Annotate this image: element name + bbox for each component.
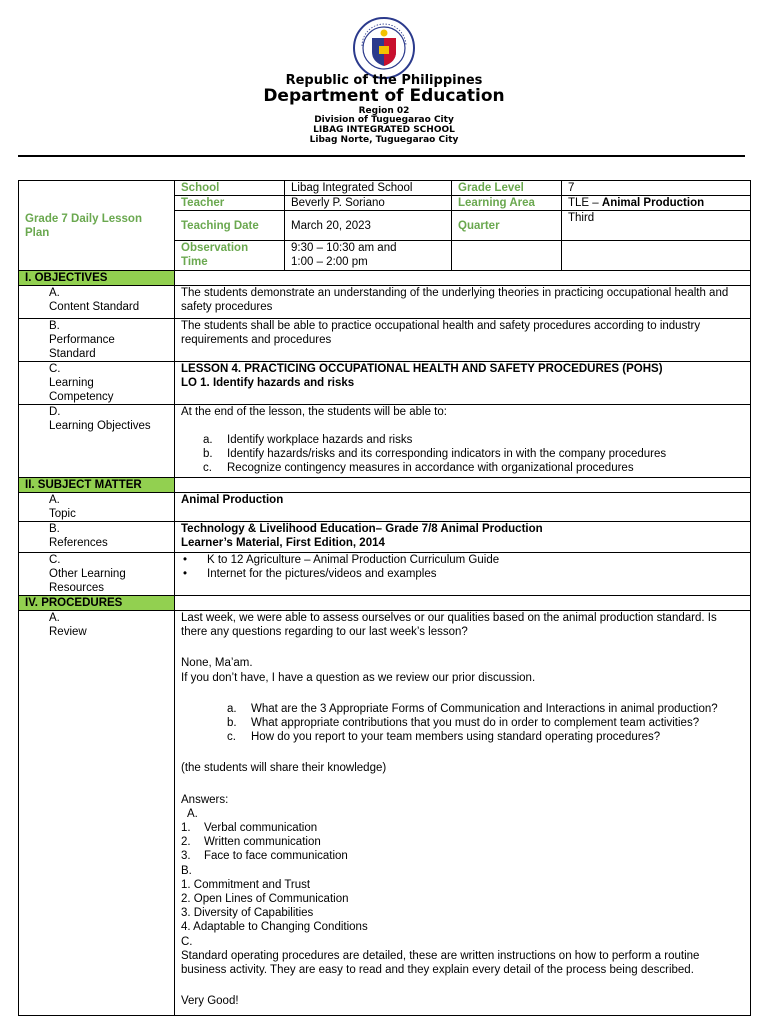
review-question-item-text: What appropriate contributions that you must do in order to complement team activities? — [251, 717, 700, 730]
section-band-blank — [175, 596, 751, 611]
learning-objective-item — [203, 447, 744, 461]
quarter-label: Quarter — [452, 211, 562, 241]
review-question-item-marker: b. — [227, 717, 237, 730]
lesson-plan-table — [18, 180, 751, 1016]
teacher-label: Teacher — [175, 196, 285, 211]
observation-label — [175, 241, 285, 271]
review-label: A.Review — [19, 611, 175, 1016]
learning-objective-item — [203, 461, 744, 475]
learning-objectives-list — [181, 433, 744, 475]
empty-cell — [562, 241, 751, 271]
answer-b-label: B. — [181, 864, 192, 877]
answer-b-item: 1. Commitment and Trust — [181, 878, 311, 891]
learning-objective-item-marker: c. — [203, 462, 212, 474]
answer-b-item: 2. Open Lines of Communication — [181, 893, 349, 906]
school-label: School — [175, 181, 285, 196]
bullet-icon: • — [183, 554, 188, 566]
students-share-note: (the students will share their knowledge) — [181, 762, 387, 775]
area-value — [562, 196, 751, 211]
answer-b-item: 4. Adaptable to Changing Conditions — [181, 921, 368, 934]
references-text: Technology & Livelihood Education– Grade 7/8 Animal Production Learner’s Material, First Edition, 2014 — [175, 522, 751, 553]
references-label: B.References — [19, 522, 175, 553]
answer-a-label: A. — [187, 807, 198, 820]
review-intro: Last week, we were able to assess ourselves or our qualities based on the animal production standard. Is there any questions regarding to our last week’s lesson? — [181, 612, 717, 639]
answer-a-item-text: Face to face communication — [204, 850, 348, 863]
answer-b-list — [181, 878, 744, 935]
answer-b-item: 3. Diversity of Capabilities — [181, 907, 314, 920]
answer-a-item-marker: 3. — [181, 850, 191, 863]
observation-label-line: Observation — [181, 242, 249, 254]
answer-a-item — [181, 821, 744, 835]
answer-a-item-marker: 2. — [181, 836, 191, 849]
resource-item-text: Internet for the pictures/videos and examples — [207, 568, 437, 580]
performance-standard-label: B.Performance Standard — [19, 319, 175, 362]
resource-item — [181, 553, 744, 567]
observation-time-line: 1:00 – 2:00 pm — [291, 256, 368, 268]
answer-a-item — [181, 849, 744, 863]
learning-objective-item-marker: b. — [203, 448, 213, 460]
teacher-value: Beverly P. Soriano — [285, 196, 452, 211]
learning-objectives-label: D.Learning Objectives — [19, 405, 175, 478]
topic-label: A.Topic — [19, 493, 175, 522]
empty-cell — [452, 241, 562, 271]
review-question-item — [227, 702, 744, 716]
school-line: LIBAG INTEGRATED SCHOOL — [313, 125, 455, 135]
other-resources-label: C.Other Learning Resources — [19, 553, 175, 596]
student-reply: None, Ma’am. — [181, 657, 253, 670]
region-line: Region 02 — [358, 106, 410, 116]
teacher-prompt: If you don’t have, I have a question as we review our prior discussion. — [181, 671, 536, 684]
answer-a-list — [181, 821, 744, 864]
school-value: Libag Integrated School — [285, 181, 452, 196]
learning-competency-text: LESSON 4. PRACTICING OCCUPATIONAL HEALTH AND SAFETY PROCEDURES (POHS) LO 1. Identify hazards and risks — [175, 362, 751, 405]
observation-value — [285, 241, 452, 271]
content-standard-text: The students demonstrate an understanding of the underlying theories in practicing occupational health and safety procedures — [175, 286, 751, 319]
address-line: Libag Norte, Tuguegarao City — [309, 135, 459, 145]
learning-objectives-text: At the end of the lesson, the students will be able to: a. Identify workplace hazards and risks b. Identify hazards/risks and its corresponding indicators in with the company procedures c. Recognize contingency measures in accordance with organizational procedures — [175, 405, 751, 478]
republic-line: Republic of the Philippines — [285, 73, 483, 88]
observation-time-line: 9:30 – 10:30 am and — [291, 242, 397, 254]
section-heading-subject-matter: II. SUBJECT MATTER — [19, 478, 175, 493]
review-questions — [181, 702, 744, 745]
review-question-item-marker: c. — [227, 731, 236, 744]
deped-seal-logo — [352, 16, 416, 80]
review-question-item-marker: a. — [227, 702, 237, 715]
answers-heading: Answers: — [181, 793, 229, 806]
review-content — [175, 611, 751, 1016]
learning-competency-label: C.Learning Competency — [19, 362, 175, 405]
grade-label: Grade Level — [452, 181, 562, 196]
division-line: Division of Tuguegarao City — [314, 115, 454, 125]
plan-title: Grade 7 Daily Lesson Plan — [19, 181, 175, 271]
quarter-value: Third — [562, 211, 751, 241]
answer-a-item — [181, 835, 744, 849]
performance-standard-text: The students shall be able to practice occupational health and safety procedures according to industry requirements and procedures — [175, 319, 751, 362]
learning-objective-item — [203, 433, 744, 447]
header-divider — [18, 155, 745, 157]
section-heading-objectives: I. OBJECTIVES — [19, 271, 175, 286]
answer-a-item-marker: 1. — [181, 822, 191, 835]
learning-objective-item-text: Identify workplace hazards and risks — [227, 434, 413, 446]
bullet-icon: • — [183, 568, 188, 580]
learning-objective-item-text: Identify hazards/risks and its corresponding indicators in with the company procedures — [227, 448, 667, 460]
topic-value: Animal Production — [175, 493, 751, 522]
review-question-item — [227, 716, 744, 730]
area-label: Learning Area — [452, 196, 562, 211]
closing-remark: Very Good! — [181, 995, 239, 1008]
content-standard-label: A.Content Standard — [19, 286, 175, 319]
grade-value: 7 — [562, 181, 751, 196]
section-band-blank — [175, 478, 751, 493]
other-resources-list — [175, 553, 751, 596]
answer-a-item-text: Verbal communication — [204, 822, 318, 835]
answer-a-item-text: Written communication — [204, 836, 321, 849]
review-question-item — [227, 730, 744, 744]
department-title: Department of Education — [263, 86, 505, 106]
date-label: Teaching Date — [175, 211, 285, 241]
area-prefix: TLE – — [568, 197, 602, 209]
learning-objective-item-text: Recognize contingency measures in accordance with organizational procedures — [227, 462, 634, 474]
learning-objective-item-marker: a. — [203, 434, 213, 446]
answer-c-text: Standard operating procedures are detailed, these are written instructions on how to perform a routine business activity. They are easy to read and they explain every detail of the process being described. — [181, 949, 700, 977]
date-value: March 20, 2023 — [285, 211, 452, 241]
review-question-item-text: What are the 3 Appropriate Forms of Communication and Interactions in animal production? — [251, 702, 718, 715]
answer-c-label: C. — [181, 935, 193, 948]
resource-item-text: K to 12 Agriculture – Animal Production Curriculum Guide — [207, 554, 500, 566]
section-heading-procedures: IV. PROCEDURES — [19, 596, 175, 611]
observation-label-line: Time — [181, 256, 208, 268]
area-subject: Animal Production — [601, 197, 705, 209]
resource-item — [181, 567, 744, 581]
review-question-item-text: How do you report to your team members using standard operating procedures? — [251, 731, 661, 744]
section-band-blank — [175, 271, 751, 286]
